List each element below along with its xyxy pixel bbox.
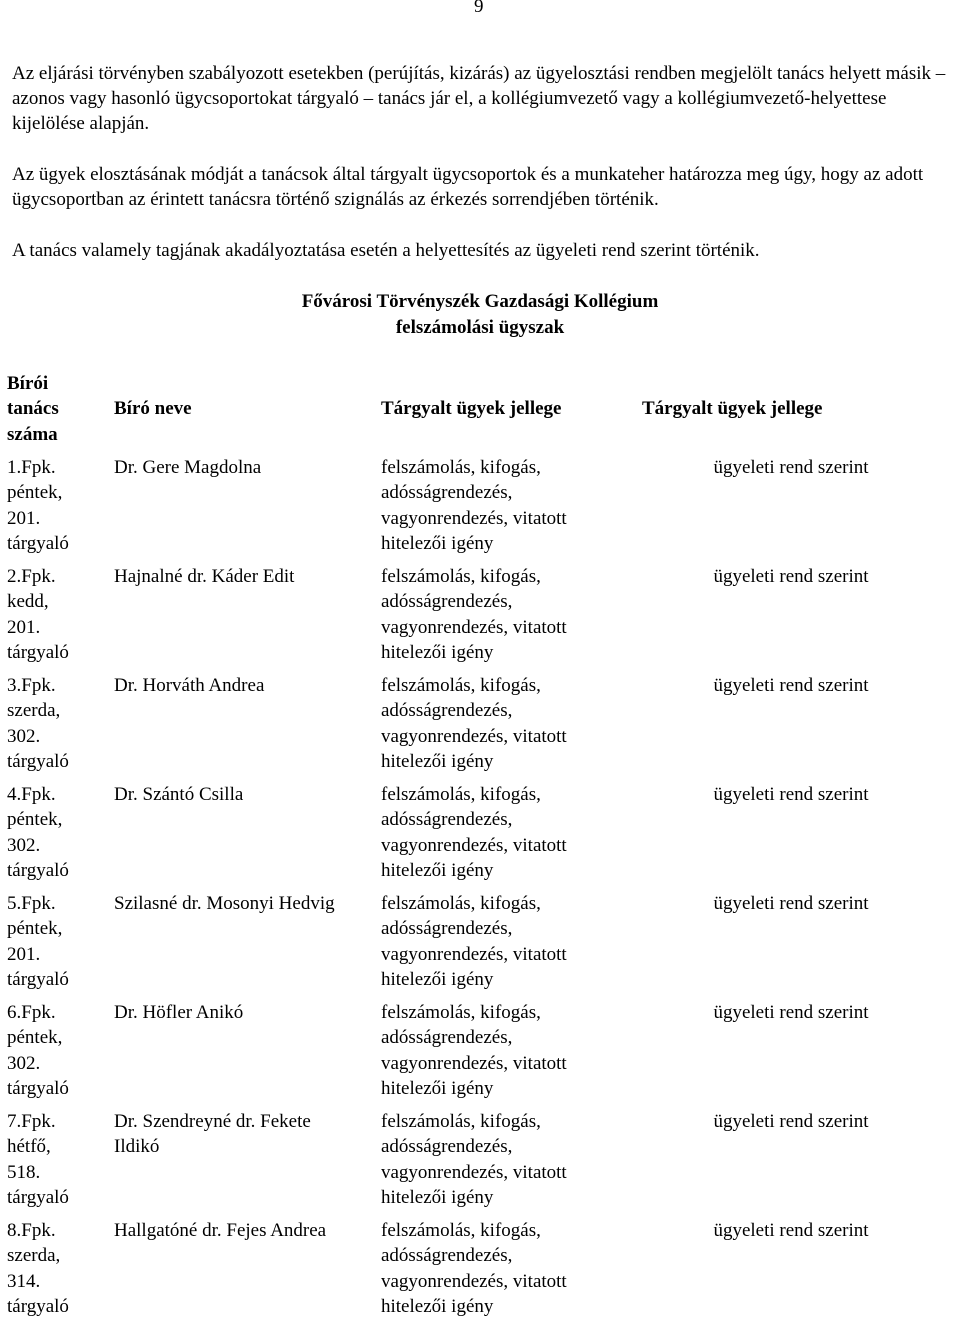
row-1-cases: felszámolás, kifogás, adósságrendezés, vagyonrendezés, vitatott hitelezői igény (381, 457, 567, 555)
row-4-cases: felszámolás, kifogás, adósságrendezés, vagyonrendezés, vitatott hitelezői igény (381, 784, 567, 882)
paragraph-reassignment: Az eljárási törvényben szabályozott esetekben (perújítás, kizárás) az ügyelosztási rendben megjelölt tanács helyett másik – azonos vagy hasonló ügycsoportokat tárgyaló – tanács jár el, a kollégiumvezető vagy a kollégiumvezető-helyettese kijelölése alapján. (12, 63, 946, 134)
section-heading (0, 289, 960, 341)
row-5-cases: felszámolás, kifogás, adósságrendezés, vagyonrendezés, vitatott hitelezői igény (381, 893, 567, 991)
row-4-judge: Dr. Szántó Csilla (114, 784, 244, 805)
row-1-rule: ügyeleti rend szerint (713, 457, 869, 478)
row-7-judge: Dr. Szendreyné dr. Fekete Ildikó (114, 1111, 311, 1158)
row-4-rule: ügyeleti rend szerint (713, 784, 869, 805)
heading-line-2: felszámolási ügyszak (395, 317, 565, 338)
header-council-number: Bírói tanács száma (7, 373, 59, 445)
row-8-cases: felszámolás, kifogás, adósságrendezés, vagyonrendezés, vitatott hitelezői igény (381, 1220, 567, 1318)
row-4-council: 4.Fpk. péntek, 302. tárgyaló (7, 784, 69, 882)
row-8-judge: Hallgatóné dr. Fejes Andrea (114, 1220, 327, 1241)
heading-line-1: Fővárosi Törvényszék Gazdasági Kollégium (301, 291, 659, 312)
page-number: 9 (474, 0, 484, 17)
row-5-judge: Szilasné dr. Mosonyi Hedvig (114, 893, 335, 914)
row-5-council: 5.Fpk. péntek, 201. tárgyaló (7, 893, 69, 991)
row-2-council: 2.Fpk. kedd, 201. tárgyaló (7, 566, 69, 664)
row-8-rule: ügyeleti rend szerint (713, 1220, 869, 1241)
row-3-judge: Dr. Horváth Andrea (114, 675, 265, 696)
row-6-rule: ügyeleti rend szerint (713, 1002, 869, 1023)
paragraph-substitution: A tanács valamely tagjának akadályoztatása esetén a helyettesítés az ügyeleti rend szerint történik. (12, 240, 760, 261)
row-2-cases: felszámolás, kifogás, adósságrendezés, vagyonrendezés, vitatott hitelezői igény (381, 566, 567, 664)
row-3-cases: felszámolás, kifogás, adósságrendezés, vagyonrendezés, vitatott hitelezői igény (381, 675, 567, 773)
header-judge-name: Bíró neve (114, 398, 192, 419)
header-case-type-2: Tárgyalt ügyek jellege (642, 398, 823, 419)
row-6-council: 6.Fpk. péntek, 302. tárgyaló (7, 1002, 69, 1100)
row-1-judge: Dr. Gere Magdolna (114, 457, 262, 478)
row-7-council: 7.Fpk. hétfő, 518. tárgyaló (7, 1111, 69, 1209)
row-3-council: 3.Fpk. szerda, 302. tárgyaló (7, 675, 69, 773)
header-case-type: Tárgyalt ügyek jellege (381, 398, 562, 419)
row-8-council: 8.Fpk. szerda, 314. tárgyaló (7, 1220, 69, 1318)
row-2-rule: ügyeleti rend szerint (713, 566, 869, 587)
row-5-rule: ügyeleti rend szerint (713, 893, 869, 914)
row-3-rule: ügyeleti rend szerint (713, 675, 869, 696)
row-7-rule: ügyeleti rend szerint (713, 1111, 869, 1132)
row-6-cases: felszámolás, kifogás, adósságrendezés, vagyonrendezés, vitatott hitelezői igény (381, 1002, 567, 1100)
row-7-cases: felszámolás, kifogás, adósságrendezés, vagyonrendezés, vitatott hitelezői igény (381, 1111, 567, 1209)
row-2-judge: Hajnalné dr. Káder Edit (114, 566, 295, 587)
row-1-council: 1.Fpk. péntek, 201. tárgyaló (7, 457, 69, 555)
paragraph-distribution: Az ügyek elosztásának módját a tanácsok által tárgyalt ügycsoportok és a munkateher határozza meg úgy, hogy az adott ügycsoportban az érintett tanácsra történő szignálás az érkezés sorrendjében történik. (12, 164, 924, 210)
row-6-judge: Dr. Höfler Anikó (114, 1002, 244, 1023)
